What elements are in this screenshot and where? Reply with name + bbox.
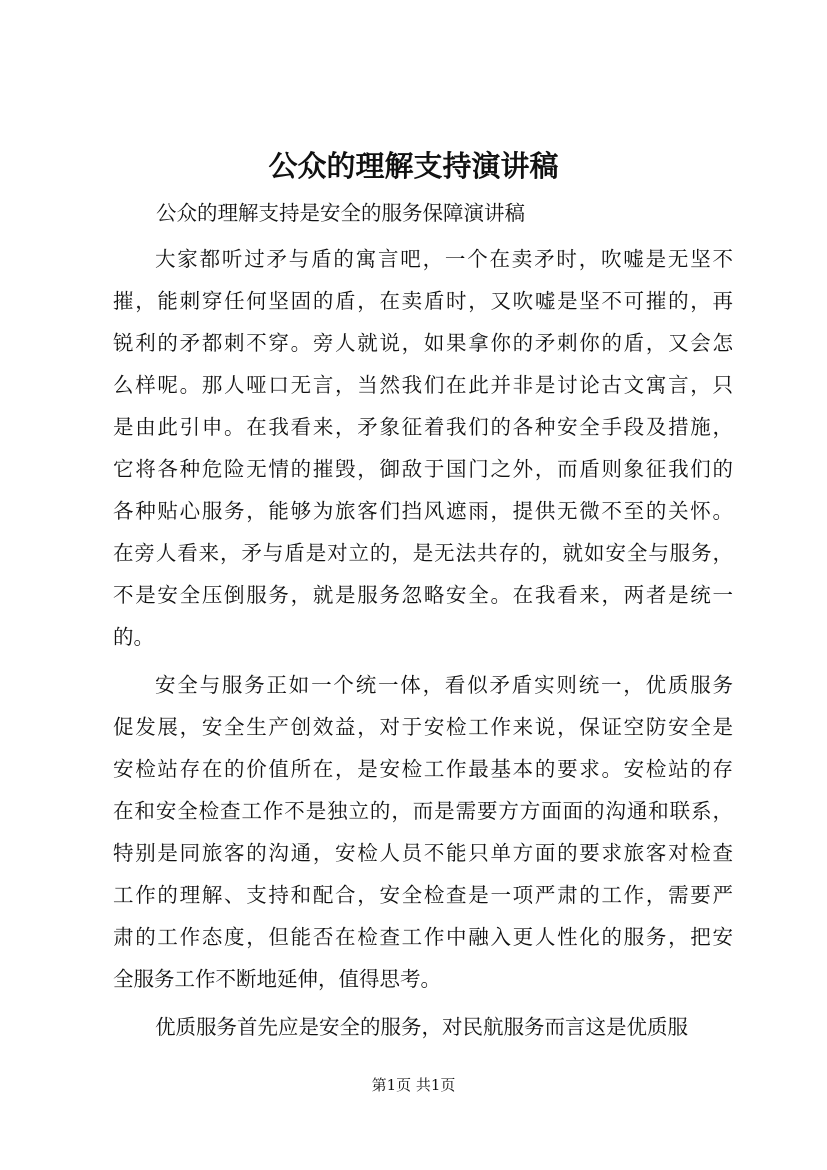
text-line: 锐利的矛都刺不穿。旁人就说，如果拿你的矛刺你的盾，又会怎: [113, 331, 733, 355]
text-line: 安全与服务正如一个统一体，看似矛盾实则统一，优质服务: [155, 673, 733, 697]
text-line: 不是安全压倒服务，就是服务忽略安全。在我看来，两者是统一: [113, 583, 733, 607]
document-body: [113, 238, 733, 1054]
text-line: 在和安全检查工作不是独立的，而是需要方方面面的沟通和联系，: [113, 799, 733, 823]
text-line: 全服务工作不断地延伸，值得思考。: [113, 967, 441, 991]
text-line: 摧，能刺穿任何坚固的盾，在卖盾时，又吹嘘是坚不可摧的，再: [113, 289, 733, 313]
page-footer: 第1页 共1页: [371, 1076, 456, 1094]
document-title: 公众的理解支持演讲稿: [268, 149, 559, 183]
text-line: 是由此引申。在我看来，矛象征着我们的各种安全手段及措施，: [113, 415, 733, 439]
document-subtitle: 公众的理解支持是安全的服务保障演讲稿: [156, 201, 525, 225]
text-line: 促发展，安全生产创效益，对于安检工作来说，保证空防安全是: [113, 715, 733, 739]
text-line: 优质服务首先应是安全的服务，对民航服务而言这是优质服: [155, 1015, 688, 1039]
text-line: 么样呢。那人哑口无言，当然我们在此并非是讨论古文寓言，只: [113, 373, 733, 397]
paragraph: [113, 664, 733, 1000]
text-line: 工作的理解、支持和配合，安全检查是一项严肃的工作，需要严: [113, 883, 733, 907]
text-line: 它将各种危险无情的摧毁，御敌于国门之外，而盾则象征我们的: [113, 457, 733, 481]
paragraph: [113, 238, 733, 658]
text-line: 大家都听过矛与盾的寓言吧，一个在卖矛时，吹嘘是无坚不: [155, 247, 733, 271]
text-line: 在旁人看来，矛与盾是对立的，是无法共存的，就如安全与服务，: [113, 541, 733, 565]
paragraph: [113, 1006, 733, 1048]
text-line: 各种贴心服务，能够为旅客们挡风遮雨，提供无微不至的关怀。: [113, 499, 733, 523]
text-line: 肃的工作态度，但能否在检查工作中融入更人性化的服务，把安: [113, 925, 733, 949]
text-line: 的。: [113, 625, 154, 649]
text-line: 安检站存在的价值所在，是安检工作最基本的要求。安检站的存: [113, 757, 733, 781]
text-line: 特别是同旅客的沟通，安检人员不能只单方面的要求旅客对检查: [113, 841, 733, 865]
